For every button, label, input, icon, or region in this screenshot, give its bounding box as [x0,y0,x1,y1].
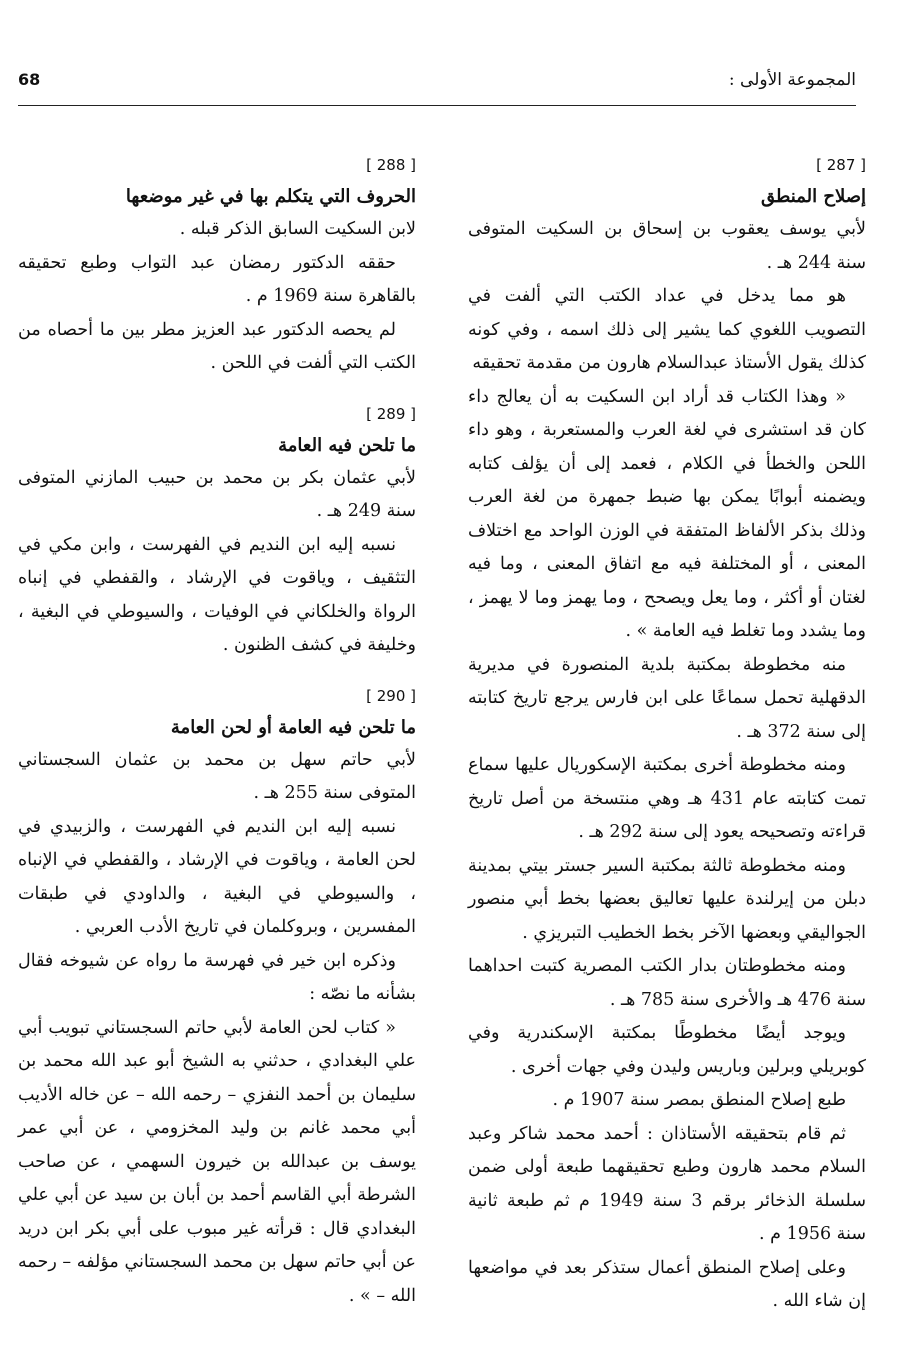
entry-paragraph: وذكره ابن خير في فهرسة ما رواه عن شيوخه فقال بشأنه ما نصّه : [18,950,416,1004]
entry-number: [ 290 ] [366,686,416,705]
entry-paragraph: نسبه إليه ابن النديم في الفهرست ، وابن مكي في التثقيف ، وياقوت في الإرشاد ، والقفطي في إنباه الرواة والخلكاني في الوفيات ، والسيوطي في البغية ، وخليفة في كشف الظنون . [18,534,416,655]
entry-title: ما تلحن فيه العامة [278,434,416,456]
entry-paragraph: لم يحصه الدكتور عبد العزيز مطر بين ما أحصاه من الكتب التي ألفت في اللحن . [18,319,416,373]
entry-290 [18,681,416,1314]
entry-quote: « كتاب لحن العامة لأبي حاتم السجستاني تبويب أبي علي البغدادي ، حدثني به الشيخ أبو عبد الله محمد بن سليمان بن أحمد النفزي – رحمه الله – عن خاله الأديب أبي محمد غانم بن وليد المخزومي ، عن أبي عمر يوسف بن عبدالله بن خيرون السهمي ، عن صاحب الشرطة أبي القاسم أحمد بن أبان بن سيد عن أبي علي البغدادي قال : قرأته غير مبوب على أبي بكر ابن دريد عن أبي حاتم سهل بن محمد السجستاني مؤلفه – رحمه الله – » . [18,1017,416,1306]
entry-paragraph: لابن السكيت السابق الذكر قبله . [179,219,416,239]
entry-paragraph: هو مما يدخل في عداد الكتب التي ألفت في التصويب اللغوي كما يشير إلى ذلك اسمه ، وفي كونه كذلك يقول الأستاذ عبدالسلام هارون من مقدمة تحقيقه [468,286,866,373]
entry-paragraph: لأبي عثمان بكر بن محمد بن حبيب المازني المتوفى سنة 249 هـ . [18,467,416,521]
entry-paragraph: لأبي يوسف يعقوب بن إسحاق بن السكيت المتوفى سنة 244 هـ . [468,219,866,273]
page-number: 68 [18,70,41,89]
entry-287 [468,150,866,1319]
entry-paragraph: وعلى إصلاح المنطق أعمال ستذكر بعد في مواضعها إن شاء الله . [468,1257,866,1311]
entry-number: [ 289 ] [366,404,416,423]
entry-paragraph: نسبه إليه ابن النديم في الفهرست ، والزبيدي في لحن العامة ، وياقوت في الإرشاد ، والقفطي في الإنباه ، والسيوطي في البغية ، والداودي في طبقات المفسرين ، وبروكلمان في تاريخ الأدب العربي . [18,816,416,937]
entry-quote: « وهذا الكتاب قد أراد ابن السكيت به أن يعالج داء كان قد استشرى في لغة العرب والمستعربة ، وهو داء اللحن والخطأ في الكلام ، فعمد إلى أن يؤلف كتابه ويضمنه أبوابًا يمكن بها ضبط جمهرة من لغة العرب وذلك بذكر الألفاظ المتفقة في الوزن الواحد مع اختلاف المعنى ، أو المختلفة فيه مع اتفاق المعنى ، وما فيه لغتان أو أكثر ، وما يعل ويصحح ، وما يهمز وما لا يهمز ، وما يشدد وما تغلط فيه العامة » . [468,386,866,641]
entry-paragraph: لأبي حاتم سهل بن محمد بن عثمان السجستاني المتوفى سنة 255 هـ . [18,749,416,803]
entry-title: الحروف التي يتكلم بها في غير موضعها [125,186,416,207]
entry-paragraph: حققه الدكتور رمضان عبد التواب وطبع تحقيقه بالقاهرة سنة 1969 م . [18,252,416,306]
entry-paragraph: ثم قام بتحقيقه الأستاذان : أحمد محمد شاكر وعبد السلام محمد هارون وطبع تحقيقهما طبعة أولى ضمن سلسلة الذخائر برقم 3 سنة 1949 م ثم طبعة ثانية سنة 1956 م . [468,1123,867,1244]
entry-289 [18,399,416,663]
entry-paragraph: ومنه مخطوطة أخرى بمكتبة الإسكوريال عليها سماع تمت كتابته عام 431 هـ وهي منتسخة من أصل تاريخ قراءته وتصحيحه يعود إلى سنة 292 هـ . [468,755,866,842]
entry-paragraph: منه مخطوطة بمكتبة بلدية المنصورة في مديرية الدقهلية تحمل سماعًا على ابن فارس يرجع تاريخ كتابته إلى سنة 372 هـ . [468,654,866,742]
entry-paragraph: ويوجد أيضًا مخطوطًا بمكتبة الإسكندرية وفي كوبريلي وبرلين وباريس وليدن وفي جهات أخرى . [468,1023,866,1077]
entry-number: [ 287 ] [816,156,866,174]
running-head: المجموعة الأولى : [728,70,856,90]
entry-number: [ 288 ] [366,156,416,174]
page-header [18,62,856,106]
entry-paragraph: طبع إصلاح المنطق بمصر سنة 1907 م . [552,1090,846,1110]
entry-title: ما تلحن فيه العامة أو لحن العامة [170,716,416,738]
right-column [468,150,866,1337]
entry-paragraph: ومنه مخطوطتان بدار الكتب المصرية كتبت احداهما سنة 476 هـ والأخرى سنة 785 هـ . [468,956,866,1010]
entry-title: إصلاح المنطق [760,186,866,207]
entry-288 [18,150,416,381]
entry-paragraph: ومنه مخطوطة ثالثة بمكتبة السير جستر بيتي بمدينة دبلن من إيرلندة عليها تعاليق بعضها بخط أبي منصور الجواليقي وبعضها الآخر بخط الخطيب التبريزي . [468,855,866,943]
header-rule [18,105,856,106]
left-column [18,150,416,1331]
